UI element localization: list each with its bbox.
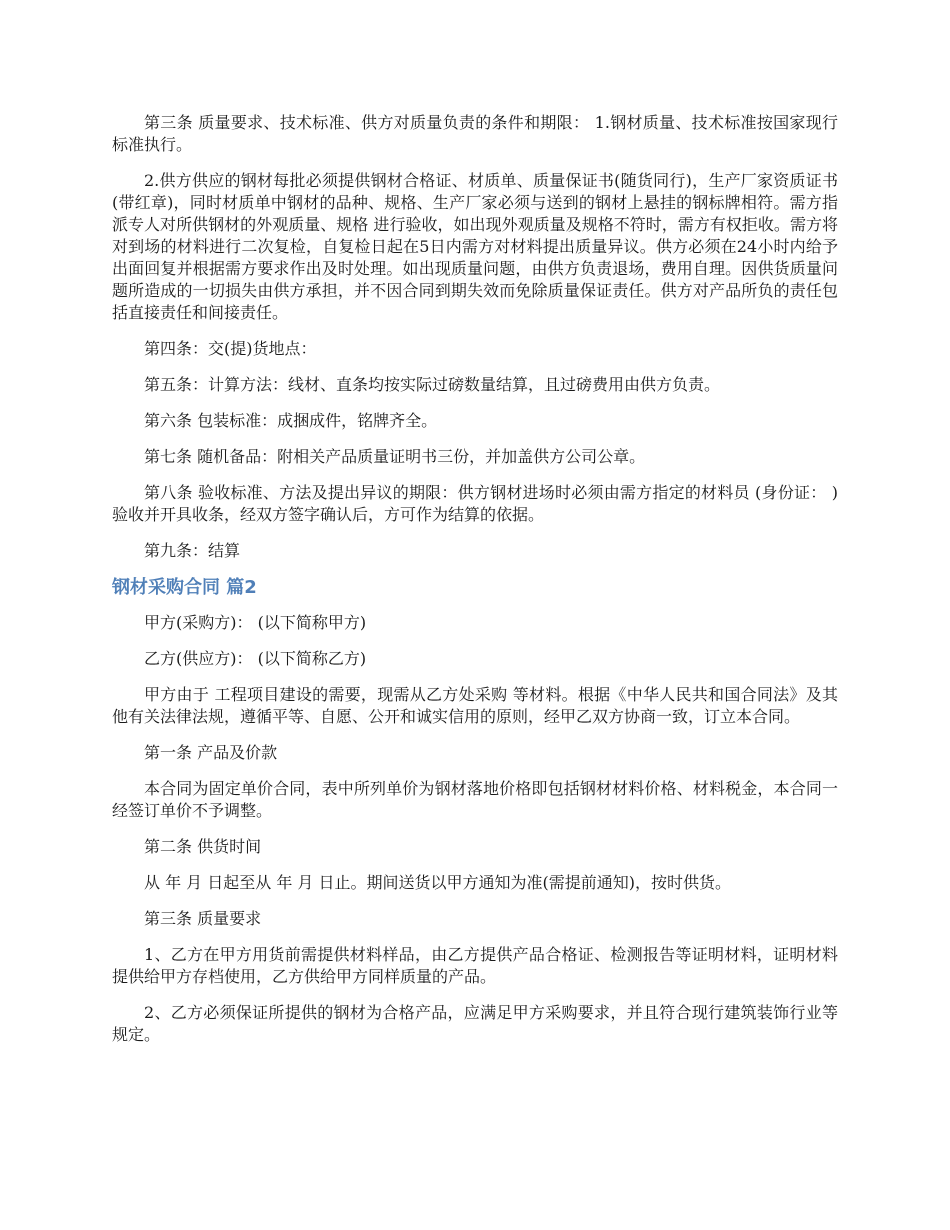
article-1-title: 第一条 产品及价款	[144, 743, 278, 762]
clause-4-delivery-location: 第四条：交(提)货地点：	[144, 339, 317, 358]
party-b: 乙方(供应方)： (以下简称乙方)	[144, 649, 367, 668]
clause-8-acceptance: 第八条 验收标准、方法及提出异议的期限：供方钢材进场时必须由需方指定的材料员 (身份证： )验收并开具收条，经双方签字确认后，方可作为结算的依据。	[112, 483, 838, 524]
article-2-body: 从 年 月 日起至从 年 月 日止。期间送货以甲方通知为准(需提前通知)，按时供货。	[144, 873, 732, 892]
clause-6-packaging: 第六条 包装标准：成捆成件，铭牌齐全。	[144, 411, 438, 430]
clause-7-spares: 第七条 随机备品：附相关产品质量证明书三份，并加盖供方公司公章。	[144, 447, 646, 466]
article-1-body: 本合同为固定单价合同，表中所列单价为钢材落地价格即包括钢材材料价格、材料税金，本合同一经签订单价不予调整。	[112, 779, 838, 820]
article-3-title: 第三条 质量要求	[144, 909, 262, 928]
article-3-item-1: 1、乙方在甲方用货前需提供材料样品，由乙方提供产品合格证、检测报告等证明材料，证明材料提供给甲方存档使用，乙方供给甲方同样质量的产品。	[112, 945, 838, 986]
preamble: 甲方由于 工程项目建设的需要，现需从乙方处采购 等材料。根据《中华人民共和国合同法》及其他有关法律法规，遵循平等、自愿、公开和诚实信用的原则，经甲乙双方协商一致，订立本合同。	[112, 685, 838, 726]
article-2-title: 第二条 供货时间	[144, 837, 262, 856]
clause-5-calculation: 第五条：计算方法：线材、直条均按实际过磅数量结算，且过磅费用由供方负责。	[144, 375, 721, 394]
party-a: 甲方(采购方)： (以下简称甲方)	[144, 613, 367, 632]
article-3-item-2: 2、乙方必须保证所提供的钢材为合格产品，应满足甲方采购要求，并且符合现行建筑装饰行业等规定。	[112, 1003, 838, 1044]
section-heading-2: 钢材采购合同 篇2	[112, 577, 257, 598]
clause-3-item-2: 2.供方供应的钢材每批必须提供钢材合格证、材质单、质量保证书(随货同行)，生产厂家资质证书(带红章)，同时材质单中钢材的品种、规格、生产厂家必须与送到的钢材上悬挂的钢标牌相符。需方指派专人对所供钢材的外观质量、规格 进行验收，如出现外观质量及规格不符时，需方有权拒收。需方将对到场的材料进行二次复检，自复检日起在5日内需方对材料提出质量异议。供方必须在24小时内给予出面回复并根据需方要求作出及时处理。如出现质量问题，由供方负责退场，费用自理。因供货质量问题所造成的一切损失由供方承担，并不因合同到期失效而免除质量保证责任。供方对产品所负的责任包括直接责任和间接责任。	[112, 171, 838, 322]
clause-3-quality: 第三条 质量要求、技术标准、供方对质量负责的条件和期限： 1.钢材质量、技术标准按国家现行标准执行。	[112, 113, 838, 154]
clause-9-settlement: 第九条：结算	[144, 541, 241, 560]
